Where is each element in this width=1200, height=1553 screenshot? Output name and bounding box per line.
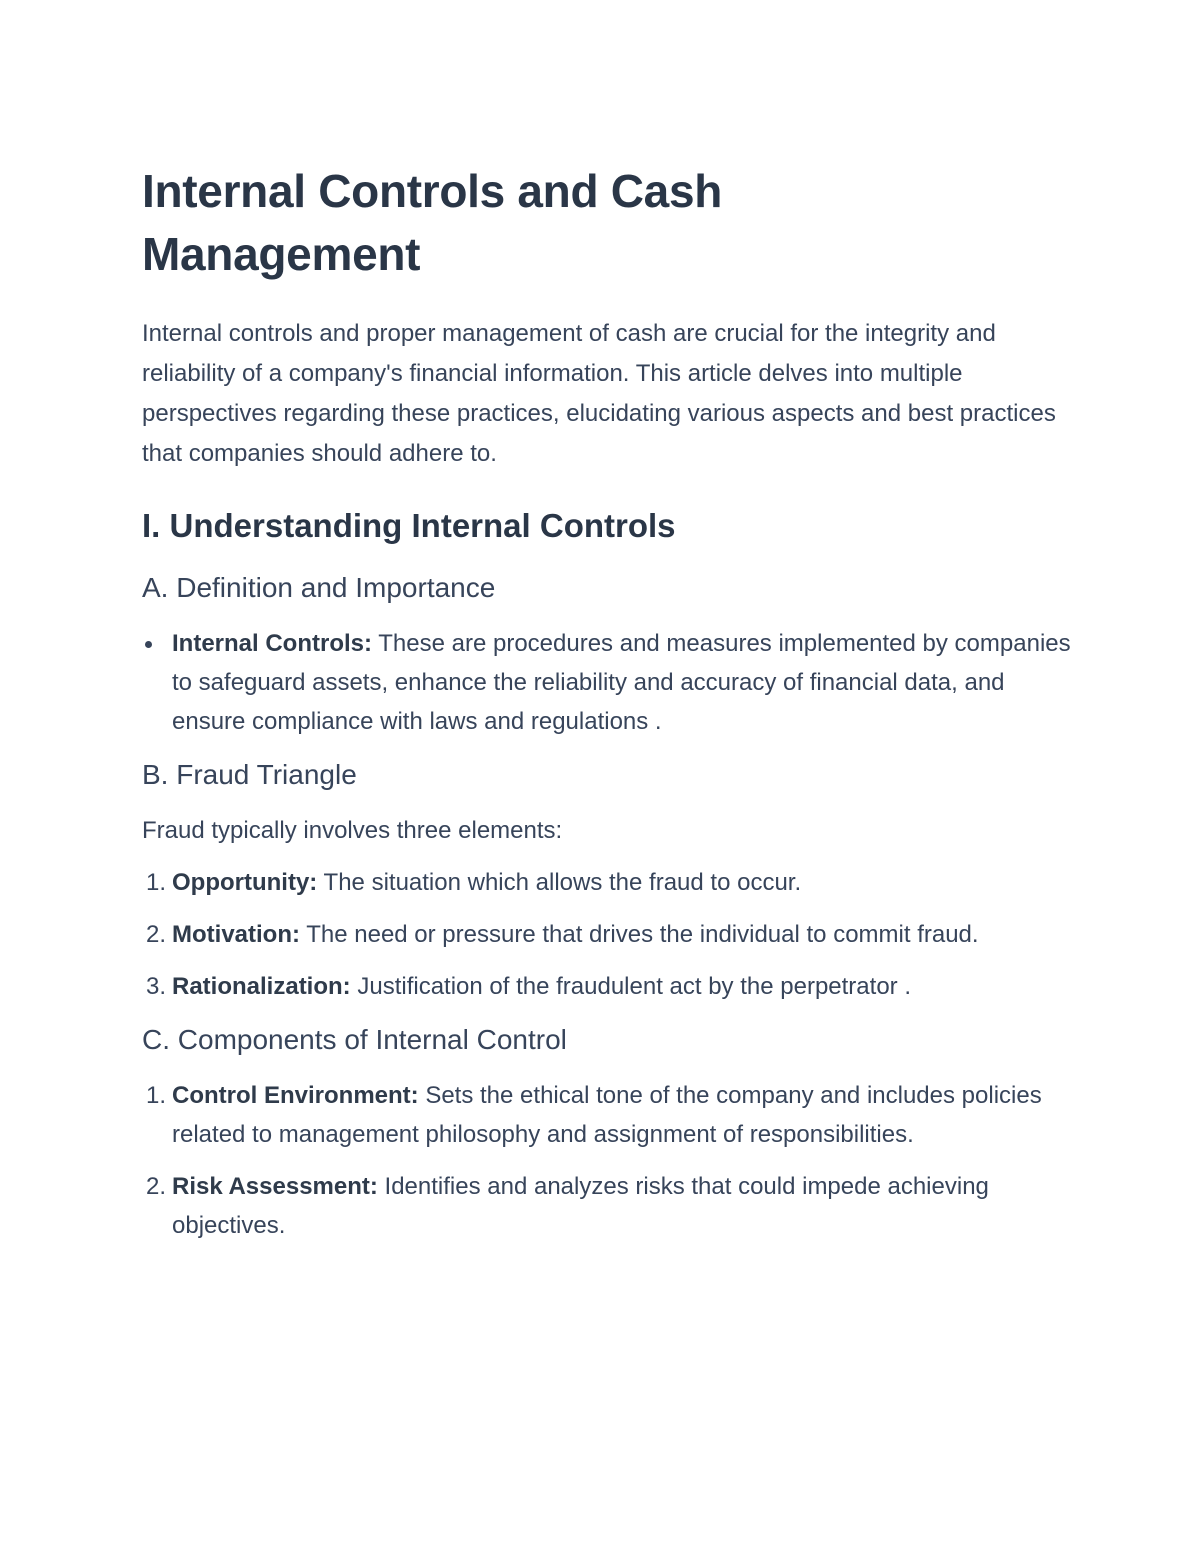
intro-paragraph: Internal controls and proper management of cash are crucial for the integrity and reliability of a company's financial information. This article delves into multiple perspectives regarding these practices, elucidating various aspects and best practices that companies should adhere to. <box>142 320 1056 467</box>
list-item-term: Motivation: <box>172 921 300 948</box>
document-title: Internal Controls and Cash Management <box>142 165 723 280</box>
list-item <box>142 1076 1072 1154</box>
subsection-heading-components: C. Components of Internal Control <box>142 1024 567 1055</box>
subsection-heading-fraud-triangle: B. Fraud Triangle <box>142 759 357 790</box>
subsection-heading-definition: A. Definition and Importance <box>142 572 496 603</box>
list-item-term: Opportunity: <box>172 869 318 896</box>
list-item <box>142 967 1072 1006</box>
fraud-triangle-lead: Fraud typically involves three elements: <box>142 817 563 844</box>
definition-list <box>142 624 1072 741</box>
list-item-text: The need or pressure that drives the individual to commit fraud. <box>299 921 979 948</box>
list-item-term: Control Environment: <box>172 1082 419 1109</box>
document-page <box>142 160 1072 1259</box>
components-list <box>142 1076 1072 1245</box>
list-item-number: 3. <box>146 973 167 1000</box>
list-item-number: 1. <box>146 1082 167 1109</box>
list-item-term: Risk Assessment: <box>172 1173 378 1200</box>
list-item-term: Rationalization: <box>172 973 351 1000</box>
list-item <box>142 863 1072 902</box>
list-item-text: These are procedures and measures implemented by companies to safeguard assets, enhance the reliability and accuracy of financial data, and ensure compliance with laws and regulations . <box>172 630 1071 735</box>
section-heading-understanding-internal-controls: I. Understanding Internal Controls <box>142 507 676 544</box>
list-item-text: Justification of the fraudulent act by the perpetrator . <box>350 973 911 1000</box>
list-item <box>142 1167 1072 1245</box>
list-item-number: 2. <box>146 1173 167 1200</box>
list-item <box>142 624 1072 741</box>
list-item-text: Identifies and analyzes risks that could impede achieving objectives. <box>172 1173 989 1239</box>
list-item <box>142 915 1072 954</box>
list-item-text: The situation which allows the fraud to occur. <box>317 869 802 896</box>
list-item-number: 1. <box>146 869 167 896</box>
list-item-number: 2. <box>146 921 167 948</box>
fraud-elements-list <box>142 863 1072 1006</box>
list-item-term: Internal Controls: <box>172 630 373 657</box>
list-item-text: Sets the ethical tone of the company and includes policies related to management philosophy and assignment of responsibilities. <box>172 1082 1042 1148</box>
